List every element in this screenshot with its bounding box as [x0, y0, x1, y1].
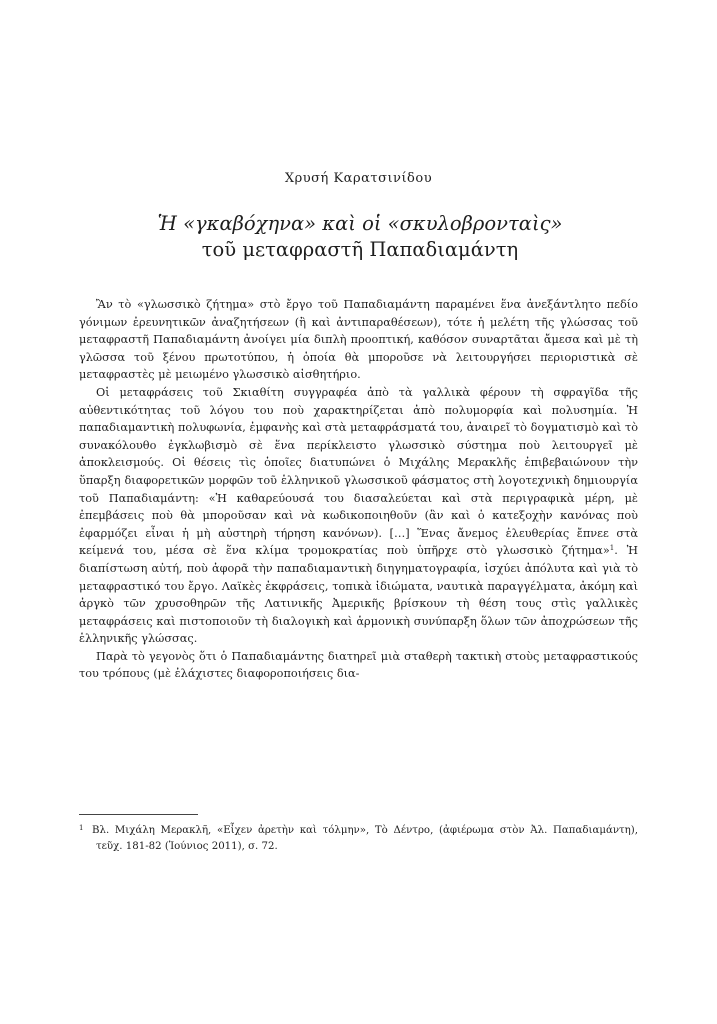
article-body — [79, 296, 638, 683]
paragraph-2-continuation: . Ἡ διαπίστωση αὐτή, ποὺ ἀφορᾶ τὴν παπαδιαμαντικὴ διηγηματογραφία, ἰσχύει ἀπόλυτα καὶ γιὰ τὸ μεταφραστικό του ἔργο. Λαϊκὲς ἐκφράσεις, τοπικὰ ἰδιώματα, ναυτικὰ παραγγέλματα, ἀκόμη καὶ ἀργκὸ τῶν χρυσοθηρῶν τῆς Λατινικῆς Ἀμερικῆς βρίσκουν τὴ θέση τους στὶς γαλλικὲς μεταφράσεις καὶ πιστοποιοῦν τὴ διαλογικὴ καὶ ἁρμονικὴ συνύπαρξη ὅλων τῶν ἀποχρώσεων τῆς ἑλληνικῆς γλώσσας. — [79, 544, 639, 646]
paragraph-2 — [79, 384, 638, 648]
title-line-2: τοῦ μεταφραστῆ Παπαδιαμάντη — [201, 238, 519, 261]
footnote-divider — [79, 814, 198, 815]
paragraph-3: Παρὰ τὸ γεγονὸς ὅτι ὁ Παπαδιαμάντης διατηρεῖ μιὰ σταθερὴ τακτικὴ στοὺς μεταφραστικούς του τρόπους (μὲ ἐλάχιστες διαφοροποιήσεις δια- — [79, 649, 638, 681]
author-name: Χρυσή Καρατσινίδου — [284, 171, 433, 186]
paragraph-2-text: Οἱ μεταφράσεις τοῦ Σκιαθίτη συγγραφέα ἀπὸ τὰ γαλλικὰ φέρουν τὴ σφραγῖδα τῆς αὐθεντικότητας τοῦ λόγου του ποὺ χαρακτηρίζεται ἀπὸ πολυμορφία καὶ πολυσημία. Ἡ παπαδιαμαντικὴ πολυφωνία, ἐμφανὴς καὶ στὰ μεταφράσματά του, ἀναιρεῖ τὸ δογματισμὸ καὶ τὸ συνακόλουθο ἐγκλωβισμὸ σὲ ἕνα περίκλειστο γλωσσικὸ σύστημα ποὺ λειτουργεῖ μὲ ἀποκλεισμούς. Οἱ θέσεις τὶς ὁποῖες διατυπώνει ὁ Μιχάλης Μερακλῆς ἐπιβεβαιώνουν τὴν ὕπαρξη διαφορετικῶν μορφῶν τοῦ ἑλληνικοῦ γλωσσικοῦ φάσματος στὴ λογοτεχνικὴ δημιουργία τοῦ Παπαδιαμάντη: «Ἡ καθαρεύουσά του διασαλεύεται καὶ στὰ περιγραφικὰ μέρη, μὲ ἐπεμβάσεις ποὺ θὰ μποροῦσαν καὶ νὰ κωδικοποιηθοῦν (ἂν καὶ ὁ κατεξοχὴν κανόνας ποὺ ἐφαρμόζει εἶναι ἡ μὴ αὐστηρὴ τήρηση κανόνων). […] Ἕνας ἄνεμος ἐλευθερίας ἔπνεε στὰ κείμενά του, μέσα σὲ ἕνα κλίμα τρομοκρατίας ποὺ ὑπῆρχε στὸ γλωσσικὸ ζήτημα» — [79, 385, 638, 558]
footnotes — [79, 823, 638, 855]
footnote-reference[interactable]: 1 — [609, 544, 615, 553]
footnote-1: 1 Βλ. Μιχάλη Μερακλῆ, «Εἶχεν ἀρετὴν καὶ τόλμην», Τὸ Δέντρο, (ἀφιέρωμα στὸν Ἀλ. Παπαδιαμάντη), τεῦχ. 181-82 (Ἰούνιος 2011), σ. 72. — [79, 824, 638, 852]
footnote-text: Βλ. Μιχάλη Μερακλῆ, «Εἶχεν ἀρετὴν καὶ τόλμην», Τὸ Δέντρο, (ἀφιέρωμα στὸν Ἀλ. Παπαδιαμάντη), τεῦχ. 181-82 (Ἰούνιος 2011), σ. 72. — [92, 825, 638, 852]
title-line-1: Ἡ «γκαβόχηνα» καὶ οἱ «σκυλοβρονταὶς» — [157, 212, 563, 235]
article-title — [80, 211, 640, 263]
paragraph-1: Ἂν τὸ «γλωσσικὸ ζήτημα» στὸ ἔργο τοῦ Παπαδιαμάντη παραμένει ἕνα ἀνεξάντλητο πεδίο γόνιμων ἐρευνητικῶν ἀναζητήσεων (ἢ καὶ ἀντιπαραθέσεων), τότε ἡ μελέτη τῆς γλώσσας τοῦ μεταφραστῆ Παπαδιαμάντη ἀνοίγει μία διπλὴ προοπτική, καθόσον συναρτᾶται ἄμεσα καὶ μὲ τὴ γλῶσσα τοῦ ξένου πρωτοτύπου, ἡ ὁποία θὰ μποροῦσε νὰ λειτουργήσει περιοριστικὰ σὲ μεταφραστὲς μὲ μειωμένο γλωσσικὸ αἰσθητήριο. — [79, 298, 638, 382]
